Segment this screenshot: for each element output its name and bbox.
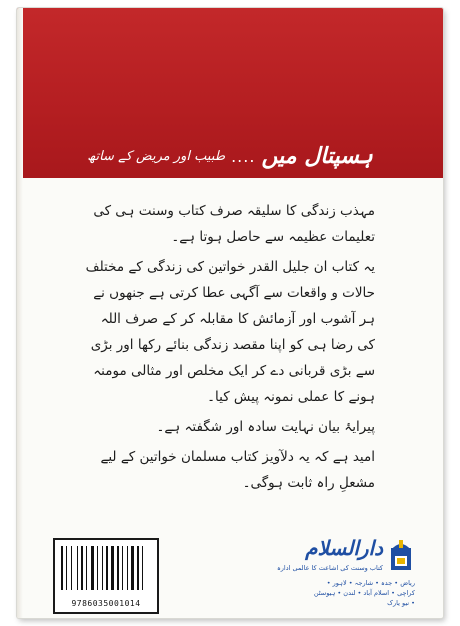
blurb-text xyxy=(79,198,375,500)
barcode-bar xyxy=(73,546,76,590)
blurb-paragraph-2: یہ کتاب ان جلیل القدر خواتین کی زندگی کے مختلف حالات و واقعات سے آگہی عطا کرتی ہے جنھوں نے ہر آشوب اور آزمائش کا مقابلہ کر کے صرف اللہ کی رضا ہی کو اپنا مقصد زندگی بنائے رکھا اور بڑی سے بڑی قربانی دے کر ایک مخلص اور مثالی مومنہ ہونے کا عملی نمونہ پیش کیا۔ xyxy=(85,259,375,405)
barcode-bar xyxy=(77,546,78,590)
barcode-bar xyxy=(95,546,96,590)
publisher-cities: ریاض • جدہ • شارجہ • لاہور • کراچی • اسلام آباد • لندن • ہیوسٹن • نیو یارک xyxy=(313,579,415,607)
barcode-bar xyxy=(122,546,123,590)
barcode-bar xyxy=(109,546,110,590)
barcode-bar xyxy=(79,546,80,590)
isbn-number: 9786035001014 xyxy=(71,599,141,608)
barcode-bar xyxy=(131,546,134,590)
book-back-cover xyxy=(17,8,443,618)
publisher-name: دارالسلام xyxy=(305,536,383,560)
barcode-bars xyxy=(61,546,149,590)
barcode-bar xyxy=(104,546,105,590)
barcode-bar xyxy=(99,546,101,590)
barcode-bar xyxy=(102,546,103,590)
publisher-logo-icon xyxy=(387,538,415,572)
publisher-tagline: کتاب وسنت کی اشاعت کا عالمی ادارہ xyxy=(276,564,383,572)
barcode-bar xyxy=(120,546,121,590)
barcode-bar xyxy=(86,546,87,590)
barcode-bar xyxy=(91,546,94,590)
barcode-bar xyxy=(129,546,130,590)
barcode-bar xyxy=(61,546,63,590)
barcode-bar xyxy=(144,546,146,590)
barcode-bar xyxy=(66,546,67,590)
barcode-bar xyxy=(106,546,108,590)
blurb-paragraph-1: مہذب زندگی کا سلیقہ صرف کتاب وسنت ہی کی تعلیمات عظیمہ سے حاصل ہوتا ہے۔ xyxy=(93,203,375,245)
barcode xyxy=(53,538,159,614)
barcode-bar xyxy=(64,546,65,590)
title-dots: .... xyxy=(231,146,256,166)
barcode-bar xyxy=(140,546,141,590)
barcode-bar xyxy=(84,546,85,590)
barcode-bar xyxy=(111,546,114,590)
barcode-bar xyxy=(88,546,90,590)
book-subtitle: طبیب اور مریض کے ساتھ xyxy=(87,148,226,164)
barcode-bar xyxy=(71,546,72,590)
book-title: ہسپتال میں xyxy=(261,143,373,169)
blurb-paragraph-3: پیرایۂ بیان نہایت سادہ اور شگفتہ ہے۔ xyxy=(156,419,375,435)
blurb-paragraph-4: امید ہے کہ یہ دلآویز کتاب مسلمان خواتین کے لیے مشعلِ راہ ثابت ہوگی۔ xyxy=(100,449,375,491)
publisher-block xyxy=(276,534,415,607)
barcode-bar xyxy=(97,546,98,590)
barcode-bar xyxy=(135,546,136,590)
barcode-bar xyxy=(81,546,83,590)
barcode-bar xyxy=(127,546,128,590)
barcode-bar xyxy=(115,546,116,590)
spine-edge xyxy=(17,8,23,618)
barcode-bar xyxy=(68,546,70,590)
barcode-bar xyxy=(124,546,126,590)
barcode-bar xyxy=(142,546,143,590)
barcode-bar xyxy=(117,546,119,590)
title-line xyxy=(17,134,443,178)
barcode-bar xyxy=(137,546,139,590)
